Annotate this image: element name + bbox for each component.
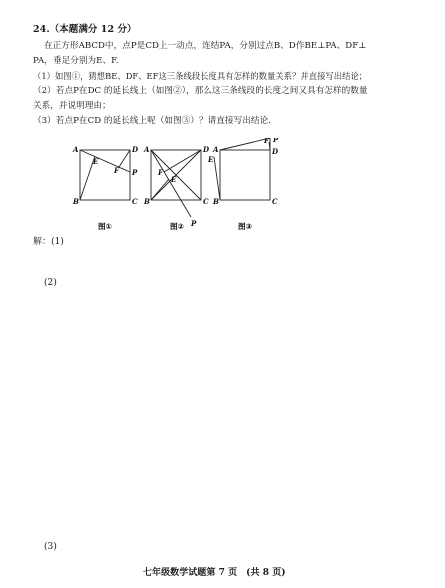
figure-2-caption: 图② [170,222,184,230]
problem-line-2: PA，垂足分别为E、F. [33,56,119,66]
fig1-label-c: C [132,197,138,206]
fig2-label-b: B [144,197,150,206]
fig1-label-f: F [114,166,119,175]
fig3-label-e: E [208,155,214,164]
fig2-label-a: A [144,145,150,154]
figure-3-caption: 图③ [238,222,252,230]
fig3-label-b: B [213,197,219,206]
fig2-label-p: P [191,219,197,228]
fig2-label-f: F [158,168,163,177]
figure-1-diagram [80,150,130,200]
problem-line-3: （1）如图①，猜想BE、DF、EF这三条线段长度具有怎样的数量关系？并直接写出结论； [33,71,368,81]
fig2-label-d: D [203,145,210,154]
fig3-label-c: C [272,197,278,206]
fig1-label-d: D [132,145,139,154]
geometry-figures [60,138,290,230]
problem-line-5: 关系，并说明理由； [33,101,111,111]
fig1-label-e: E [93,157,99,166]
fig3-label-a: A [213,145,219,154]
page-footer: 七年级数学试题第 7 页 (共 8 页) [143,568,286,578]
problem-line-6: （3）若点P在CD 的延长线上呢（如图③）？请直接写出结论. [33,116,271,126]
problem-header: 24.（本题满分 12 分） [33,24,137,35]
fig1-label-p: P [132,168,138,177]
figure-1-caption: 图① [98,222,112,230]
fig1-label-b: B [73,197,79,206]
problem-line-1: 在正方形ABCD中，点P是CD上一动点，连结PA，分别过点B、D作BE⊥PA、DF⊥ [44,41,367,51]
figure-3-diagram [214,138,270,200]
problem-line-4: （2）若点P在DC 的延长线上（如图②），那么这三条线段的长度之间又具有怎样的数量 [33,86,368,96]
fig3-label-d: D [272,147,279,156]
fig2-label-c: C [203,197,209,206]
fig3-label-p: P [273,138,279,144]
fig1-label-a: A [73,145,79,154]
answer-intro: 解：(1) [33,237,64,247]
answer-part-2: (2) [44,278,57,288]
fig3-label-f: F [264,138,269,145]
answer-part-3: (3) [44,542,57,552]
fig2-label-e: E [171,175,177,184]
